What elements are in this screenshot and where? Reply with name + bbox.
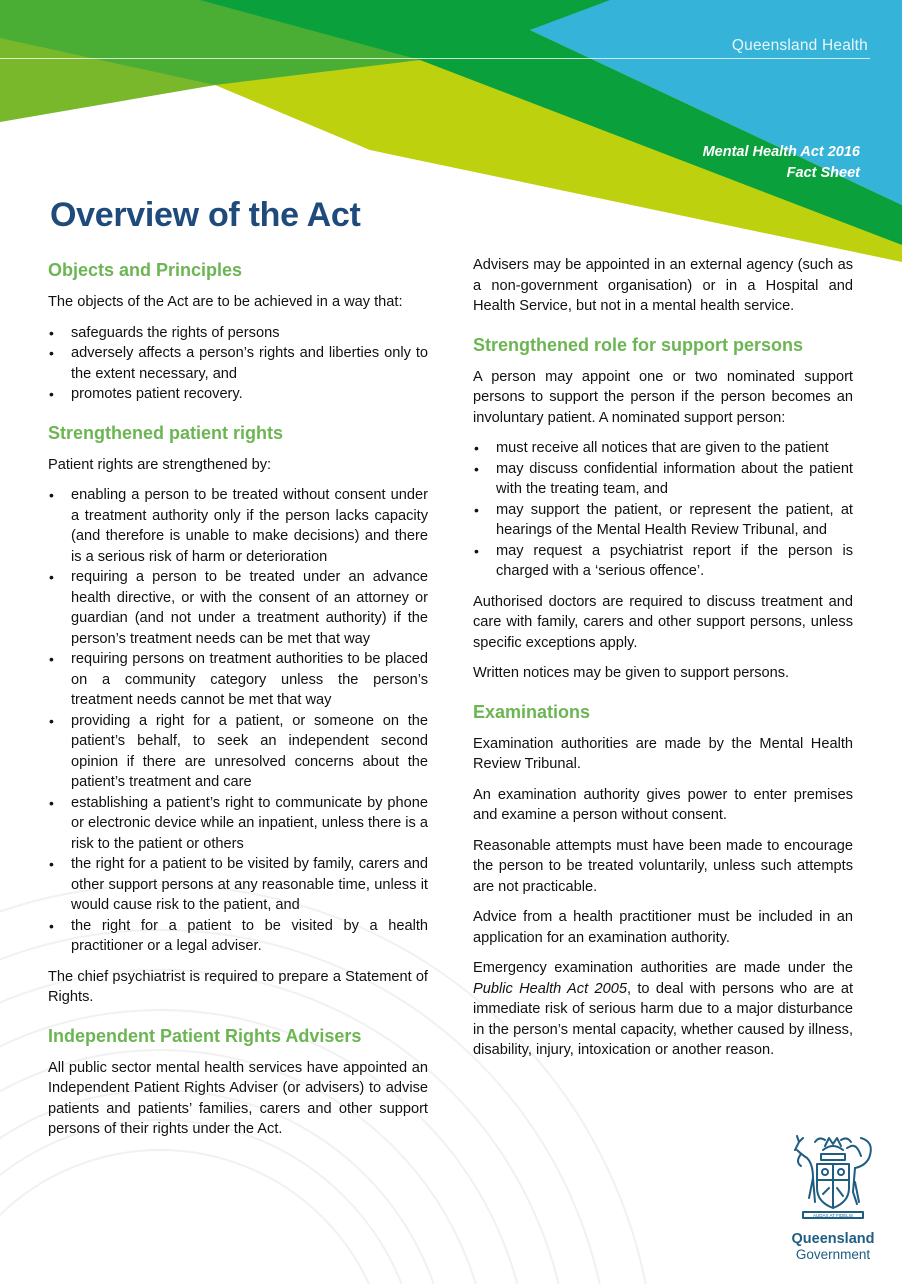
heading-support-persons: Strengthened role for support persons <box>473 334 804 355</box>
logo-line-government: Government <box>795 1247 871 1262</box>
heading-patient-rights: Strengthened patient rights <box>48 422 284 443</box>
heading-examinations: Examinations <box>473 701 591 722</box>
examinations-para-5 <box>473 958 853 1061</box>
series-type: Fact Sheet <box>786 165 860 181</box>
list-item: • may discuss confidential information about the patient with the treating team, and <box>473 459 853 500</box>
support-persons-intro: A person may appoint one or two nominated support persons to support the person if the person becomes an involuntary patient. A nominated support person: <box>473 368 853 426</box>
left-column <box>48 258 428 1150</box>
page-title: Overview of the Act <box>50 196 361 234</box>
right-column <box>473 255 853 1071</box>
queensland-coat-of-arms-icon <box>785 1132 881 1224</box>
objects-list <box>48 323 428 405</box>
list-item: • promotes patient recovery. <box>48 384 428 405</box>
support-persons-list <box>473 438 853 582</box>
list-item: • safeguards the rights of persons <box>48 323 428 344</box>
list-item: • providing a right for a patient, or someone on the patient’s behalf, to seek an independent second opinion if there are unresolved concerns about the patient’s treatment and care <box>48 711 428 793</box>
examinations-para-3: Reasonable attempts must have been made to encourage the person to be treated voluntarily, unless such attempts are not practicable. <box>473 837 853 895</box>
list-item: • must receive all notices that are given to the patient <box>473 438 853 459</box>
list-item: • establishing a patient’s right to communicate by phone or electronic device while an inpatient, unless there is a risk to the patient or others <box>48 793 428 855</box>
para5-text-end: , to deal with persons who are at immediate risk of serious harm due to a major disturbance in the person’s mental capacity, whether caused by illness, disability, injury, intoxication or another reason. <box>473 980 854 1058</box>
authorised-doctors-text: Authorised doctors are required to discuss treatment and care with family, carers and other support persons, unless specific exceptions apply. <box>473 593 853 651</box>
list-item: • may request a psychiatrist report if the person is charged with a ‘serious offence’. <box>473 541 853 582</box>
examinations-para-2: An examination authority gives power to enter premises and examine a person without consent. <box>473 786 853 823</box>
motto-text: AUDAX AT FIDELIS <box>812 1213 854 1218</box>
statement-of-rights-text: The chief psychiatrist is required to prepare a Statement of Rights. <box>48 968 428 1005</box>
advisers-paragraph: All public sector mental health services have appointed an Independent Patient Rights Adviser (or advisers) to advise patients and patients’ families, carers and other support persons of their rights under the Act. <box>48 1059 428 1137</box>
examinations-para-4: Advice from a health practitioner must be included in an application for an examination authority. <box>473 909 853 946</box>
objects-intro: The objects of the Act are to be achieved in a way that: <box>48 294 403 310</box>
list-item: • enabling a person to be treated without consent under a treatment authority only if the person lacks capacity (and therefore is unable to make decisions) and there is a serious risk of harm or deterioration <box>48 485 428 567</box>
patient-rights-list <box>48 485 428 957</box>
heading-rights-advisers: Independent Patient Rights Advisers <box>48 1025 362 1046</box>
queensland-government-logo <box>783 1132 883 1262</box>
series-title: Mental Health Act 2016 <box>702 144 860 160</box>
list-item: • the right for a patient to be visited by family, carers and other support persons at any reasonable time, unless it would cause risk to the patient, and <box>48 854 428 916</box>
list-item: • requiring a person to be treated under an advance health directive, or with the consent of an attorney or guardian (and not under a treatment authority) if the person’s treatment needs can be met that way <box>48 567 428 649</box>
advisers-continued: Advisers may be appointed in an external agency (such as a non-government organisation) or in a Hospital and Health Service, but not in a mental health service. <box>473 257 853 314</box>
heading-objects-principles: Objects and Principles <box>48 260 243 280</box>
brand-name: Queensland Health <box>731 37 868 54</box>
list-item: • adversely affects a person’s rights and liberties only to the extent necessary, and <box>48 343 428 384</box>
para5-text-start: Emergency examination authorities are made under the <box>473 960 853 976</box>
public-health-act-citation: Public Health Act 2005 <box>473 980 627 997</box>
written-notices-text: Written notices may be given to support persons. <box>473 665 790 681</box>
series-label <box>703 142 860 184</box>
examinations-para-1: Examination authorities are made by the Mental Health Review Tribunal. <box>473 735 853 772</box>
list-item: • the right for a patient to be visited by a health practitioner or a legal adviser. <box>48 916 428 957</box>
list-item: • may support the patient, or represent the patient, at hearings of the Mental Health Review Tribunal, and <box>473 500 853 541</box>
header-rule <box>0 58 870 59</box>
list-item: • requiring persons on treatment authorities to be placed on a community category unless the person’s treatment needs cannot be met that way <box>48 649 428 711</box>
patient-rights-intro: Patient rights are strengthened by: <box>48 456 272 473</box>
logo-line-queensland: Queensland <box>791 1231 875 1247</box>
